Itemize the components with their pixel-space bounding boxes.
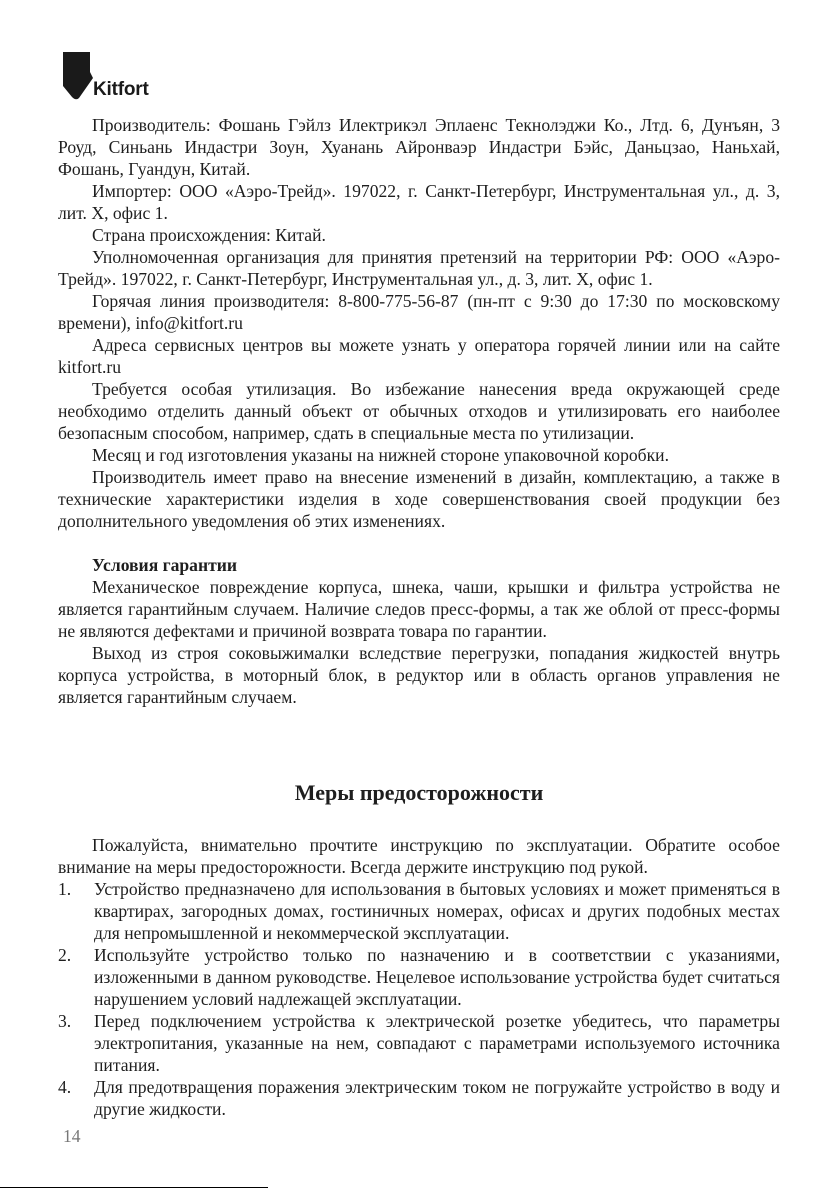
precautions-list: [58, 878, 780, 1120]
manufacturer-paragraph: Производитель: Фошань Гэйлз Илектрикэл Эплаенс Текнолэджи Ко., Лтд. 6, Дунъян, 3 Роуд, Синьань Индастри Зоун, Хуанань Айронваэр Индастри Бэйс, Даньцзао, Наньхай, Фошань, Гуандун, Китай.: [58, 115, 780, 179]
list-item-number: 3.: [58, 1011, 72, 1031]
list-item-text: Устройство предназначено для использования в бытовых условиях и может применяться в квартирах, загородных домах, гостиничных номерах, офисах и других подобных местах для непромышленной и некоммерческой эксплуатации.: [94, 879, 780, 943]
spacer: [58, 532, 780, 554]
manufacture-date-paragraph: Месяц и год изготовления указаны на нижней стороне упаковочной коробки.: [92, 445, 669, 465]
list-item: [58, 944, 780, 1010]
warranty-heading: Условия гарантии: [92, 555, 238, 575]
list-item: [58, 878, 780, 944]
list-item: [58, 1076, 780, 1120]
precautions-title: Меры предосторожности: [294, 780, 544, 805]
list-item: [58, 1010, 780, 1076]
importer-paragraph: Импортер: ООО «Аэро-Трейд». 197022, г. Санкт-Петербург, Инструментальная ул., д. 3, лит. Х, офис 1.: [58, 181, 780, 223]
hotline-paragraph: Горячая линия производителя: 8-800-775-56-87 (пн-пт с 9:30 до 17:30 по московскому времени), info@kitfort.ru: [58, 291, 780, 333]
disposal-paragraph: Требуется особая утилизация. Во избежание нанесения вреда окружающей среде необходимо отделить данный объект от обычных отходов и утилизировать его наиболее безопасным способом, например, сдать в специальные места по утилизации.: [58, 379, 780, 443]
list-item-text: Для предотвращения поражения электрическим током не погружайте устройство в воду и другие жидкости.: [94, 1077, 780, 1119]
service-centers-paragraph: Адреса сервисных центров вы можете узнать у оператора горячей линии или на сайте kitfort.ru: [58, 335, 780, 377]
crop-mark-line: [0, 1187, 268, 1188]
spacer: [58, 708, 780, 780]
list-item-text: Перед подключением устройства к электрической розетке убедитесь, что параметры электропитания, указанные на нем, совпадают с параметрами используемого источника питания.: [94, 1011, 780, 1075]
brand-name: Kitfort: [93, 79, 149, 100]
list-item-number: 4.: [58, 1077, 72, 1097]
origin-paragraph: Страна происхождения: Китай.: [92, 225, 326, 245]
precautions-intro: Пожалуйста, внимательно прочтите инструкцию по эксплуатации. Обратите особое внимание на меры предосторожности. Всегда держите инструкцию под рукой.: [58, 835, 780, 877]
list-item-text: Используйте устройство только по назначению и в соответствии с указаниями, изложенными в данном руководстве. Нецелевое использование устройства будет считаться нарушением условий надлежащей эксплуатации.: [94, 945, 780, 1009]
kitfort-logo: [63, 52, 223, 102]
list-item-number: 1.: [58, 879, 72, 899]
list-item-number: 2.: [58, 945, 72, 965]
kitfort-logo-icon: [63, 52, 95, 102]
claims-organization-paragraph: Уполномоченная организация для принятия претензий на территории РФ: ООО «Аэро-Трейд». 197022, г. Санкт-Петербург, Инструментальная ул., д. 3, лит. Х, офис 1.: [58, 247, 780, 289]
warranty-paragraph: Механическое повреждение корпуса, шнека, чаши, крышки и фильтра устройства не является гарантийным случаем. Наличие следов пресс-формы, а так же облой от пресс-формы не являются дефектами и причиной возврата товара по гарантии.: [58, 577, 780, 641]
warranty-paragraph: Выход из строя соковыжималки вследствие перегрузки, попадания жидкостей внутрь корпуса устройства, в моторный блок, в редуктор или в область органов управления не является гарантийным случаем.: [58, 643, 780, 707]
changes-paragraph: Производитель имеет право на внесение изменений в дизайн, комплектацию, а также в технические характеристики изделия в ходе совершенствования своей продукции без дополнительного уведомления об этих изменениях.: [58, 467, 780, 531]
page-content: [58, 114, 780, 1120]
page-number: 14: [63, 1126, 81, 1146]
